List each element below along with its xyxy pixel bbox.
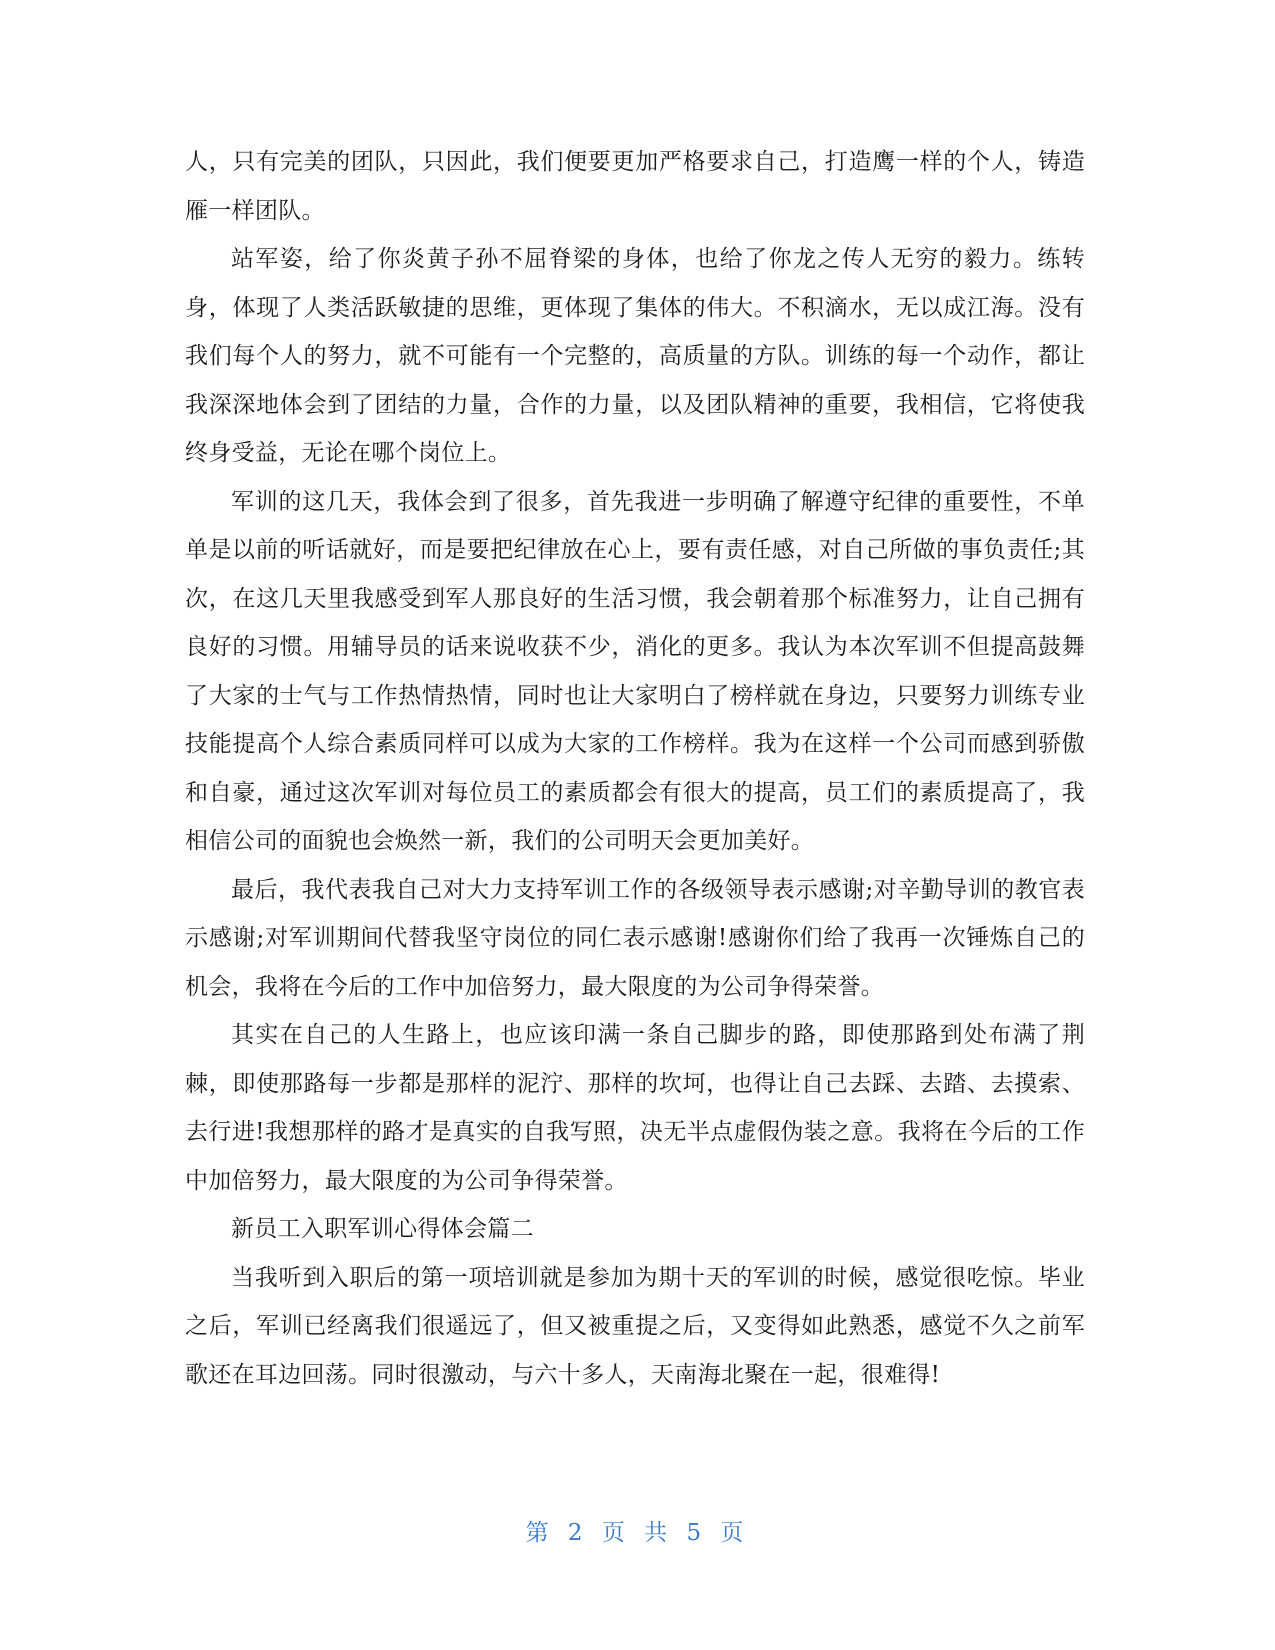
document-body <box>185 138 1085 1399</box>
paragraph-5: 其实在自己的人生路上，也应该印满一条自己脚步的路，即使那路到处布满了荆棘，即使那路每一步都是那样的泥泞、那样的坎坷，也得让自己去踩、去踏、去摸索、去行进!我想那样的路才是真实的自我写照，决无半点虚假伪装之意。我将在今后的工作中加倍努力，最大限度的为公司争得荣誉。 <box>185 1022 1085 1194</box>
section-heading: 新员工入职军训心得体会篇二 <box>231 1216 534 1242</box>
paragraph-4: 最后，我代表我自己对大力支持军训工作的各级领导表示感谢;对辛勤导训的教官表示感谢;对军训期间代替我坚守岗位的同仁表示感谢!感谢你们给了我再一次锤炼自己的机会，我将在今后的工作中加倍努力，最大限度的为公司争得荣誉。 <box>185 876 1085 1000</box>
paragraph-1: 人，只有完美的团队，只因此，我们便要更加严格要求自己，打造鹰一样的个人，铸造雁一样团队。 <box>185 149 1085 224</box>
paragraph-6: 当我听到入职后的第一项培训就是参加为期十天的军训的时候，感觉很吃惊。毕业之后，军训已经离我们很遥远了，但又被重提之后，又变得如此熟悉，感觉不久之前军歌还在耳边回荡。同时很激动，与六十多人，天南海北聚在一起，很难得! <box>185 1264 1085 1388</box>
paragraph-3: 军训的这几天，我体会到了很多，首先我进一步明确了解遵守纪律的重要性，不单单是以前的听话就好，而是要把纪律放在心上，要有责任感，对自己所做的事负责任;其次，在这几天里我感受到军人那良好的生活习惯，我会朝着那个标准努力，让自己拥有良好的习惯。用辅导员的话来说收获不少，消化的更多。我认为本次军训不但提高鼓舞了大家的士气与工作热情热情，同时也让大家明白了榜样就在身边，只要努力训练专业技能提高个人综合素质同样可以成为大家的工作榜样。我为在这样一个公司而感到骄傲和自豪，通过这次军训对每位员工的素质都会有很大的提高，员工们的素质提高了，我相信公司的面貌也会焕然一新，我们的公司明天会更加美好。 <box>185 488 1085 854</box>
paragraph-2: 站军姿，给了你炎黄子孙不屈脊梁的身体，也给了你龙之传人无穷的毅力。练转身，体现了人类活跃敏捷的思维，更体现了集体的伟大。不积滴水，无以成江海。没有我们每个人的努力，就不可能有一个完整的，高质量的方队。训练的每一个动作，都让我深深地体会到了团结的力量，合作的力量，以及团队精神的重要，我相信，它将使我终身受益，无论在哪个岗位上。 <box>185 246 1085 466</box>
page-number-footer: 第 2 页 共 5 页 <box>525 1520 750 1546</box>
